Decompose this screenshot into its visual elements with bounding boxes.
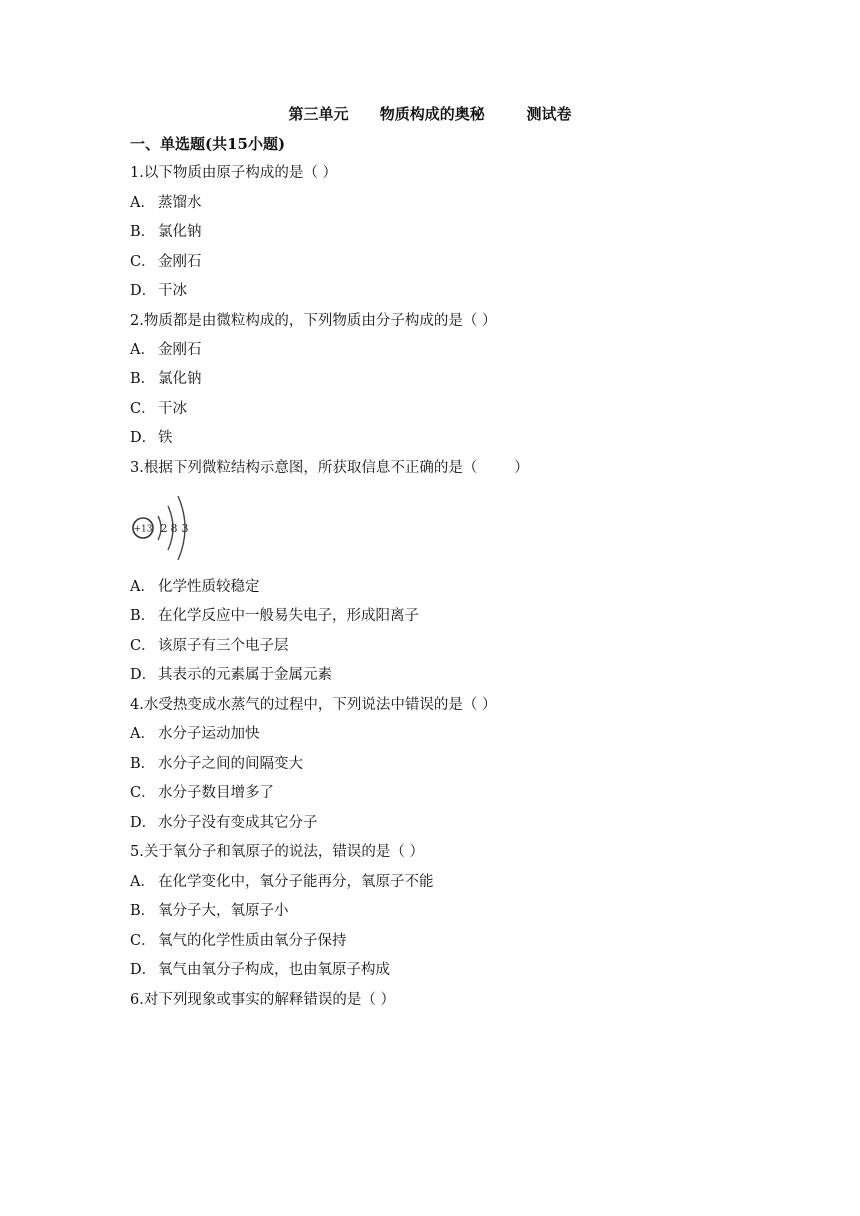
atom-structure-diagram — [130, 490, 192, 566]
shell-electrons-2: 8 — [170, 522, 178, 535]
option-text: 铁 — [158, 430, 173, 446]
question-5-option-b — [130, 901, 289, 921]
option-letter: C． — [130, 933, 156, 949]
shell-electrons-3: 3 — [181, 522, 189, 535]
option-letter: A． — [130, 726, 155, 742]
question-4-option-d — [130, 813, 318, 833]
question-3-option-a — [130, 577, 260, 597]
question-5-stem: 5.关于氧分子和氧原子的说法，错误的是（ ） — [130, 844, 424, 860]
option-text: 氧气由氧分子构成，也由氧原子构成 — [158, 962, 390, 978]
section-heading: 一、单选题(共15小题) — [130, 135, 286, 153]
option-text: 在化学变化中，氧分子能再分，氧原子不能 — [158, 874, 434, 890]
option-letter: A． — [130, 342, 155, 358]
question-4-stem: 4.水受热变成水蒸气的过程中，下列说法中错误的是（ ） — [130, 697, 497, 713]
option-text: 在化学反应中一般易失电子，形成阳离子 — [158, 608, 419, 624]
shell-electrons-1: 2 — [160, 522, 168, 535]
option-text: 金刚石 — [158, 254, 202, 270]
question-1-option-c — [130, 252, 202, 272]
option-text: 蒸馏水 — [158, 195, 202, 211]
question-2-option-d — [130, 428, 173, 448]
option-letter: D． — [130, 815, 157, 831]
option-text: 干冰 — [158, 283, 187, 299]
question-3-option-b — [130, 606, 419, 626]
page-title: 第三单元 物质构成的奥秘 测试卷 — [288, 105, 572, 123]
option-text: 水分子数目增多了 — [158, 785, 274, 801]
option-letter: A． — [130, 195, 155, 211]
option-text: 干冰 — [158, 401, 187, 417]
option-letter: C． — [130, 254, 156, 270]
question-5-option-c — [130, 931, 347, 951]
question-2-stem: 2.物质都是由微粒构成的，下列物质由分子构成的是（ ） — [130, 313, 497, 329]
question-4-option-c — [130, 783, 274, 803]
option-text: 氧气的化学性质由氧分子保持 — [158, 933, 347, 949]
question-1-stem: 1.以下物质由原子构成的是（ ） — [130, 165, 337, 181]
option-text: 水分子之间的间隔变大 — [158, 756, 303, 772]
nucleus-charge: +13 — [133, 524, 153, 535]
question-2-option-b — [130, 369, 202, 389]
option-letter: D． — [130, 283, 157, 299]
question-3-option-c — [130, 636, 289, 656]
option-letter: D． — [130, 962, 157, 978]
question-5-option-a — [130, 872, 434, 892]
option-letter: A． — [130, 579, 155, 595]
option-text: 水分子没有变成其它分子 — [158, 815, 318, 831]
option-text: 水分子运动加快 — [158, 726, 260, 742]
question-6-stem: 6.对下列现象或事实的解释错误的是（ ） — [130, 992, 395, 1008]
question-4-option-b — [130, 754, 303, 774]
option-text: 氯化钠 — [158, 371, 202, 387]
option-letter: B． — [130, 608, 156, 624]
question-1-option-d — [130, 281, 187, 301]
option-letter: B． — [130, 756, 156, 772]
option-text: 氧分子大，氧原子小 — [158, 903, 289, 919]
option-text: 氯化钠 — [158, 224, 202, 240]
question-1-option-a — [130, 193, 202, 213]
option-text: 其表示的元素属于金属元素 — [158, 667, 332, 683]
question-5-option-d — [130, 960, 390, 980]
option-letter: B． — [130, 371, 156, 387]
option-letter: D． — [130, 667, 157, 683]
option-letter: C． — [130, 638, 156, 654]
option-letter: A． — [130, 874, 155, 890]
option-letter: B． — [130, 903, 156, 919]
question-3-option-d — [130, 665, 332, 685]
question-4-option-a — [130, 724, 260, 744]
question-1-option-b — [130, 222, 202, 242]
question-3-stem: 3.根据下列微粒结构示意图，所获取信息不正确的是（ ） — [130, 460, 529, 476]
option-text: 金刚石 — [158, 342, 202, 358]
question-2-option-a — [130, 340, 202, 360]
question-2-option-c — [130, 399, 187, 419]
option-letter: C． — [130, 785, 156, 801]
option-letter: D． — [130, 430, 157, 446]
option-letter: C． — [130, 401, 156, 417]
option-text: 该原子有三个电子层 — [158, 638, 289, 654]
option-letter: B． — [130, 224, 156, 240]
option-text: 化学性质较稳定 — [158, 579, 260, 595]
